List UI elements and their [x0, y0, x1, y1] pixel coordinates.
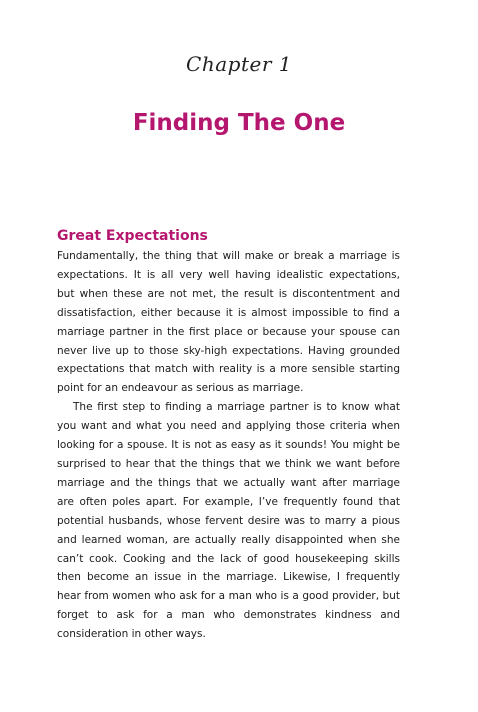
chapter-title: Finding The One — [132, 110, 346, 136]
section-great-expectations — [57, 227, 400, 644]
section-heading: Great Expectations — [57, 228, 208, 244]
chapter-label: Chapter 1 — [186, 52, 292, 76]
body-paragraph-1: Fundamentally, the thing that will make or break a marriage is expectations. It is all very well having idealistic expectations, but when these are not met, the result is discontentment and dissatisfaction, either because it is almost impossible to find a marriage partner in the first place or because your spouse can never live up to those sky-high expectations. Having grounded expectations that match with reality is a more sensible starting point for an endeavour as serious as marriage. — [57, 250, 400, 395]
body-paragraph-2: The first step to finding a marriage partner is to know what you want and what you need and applying those criteria when looking for a spouse. It is not as easy as it sounds! You might be surprised to hear that the things that we think we want before marriage and the things that we actually want after marriage are often poles apart. For example, I’ve frequently found that potential husbands, whose fervent desire was to marry a pious and learned woman, are actually really disappointed when she can’t cook. Cooking and the lack of good housekeeping skills then become an issue in the marriage. Likewise, I frequently hear from women who ask for a man who is a good provider, but forget to ask for a man who demonstrates kindness and consideration in other ways. — [57, 401, 400, 641]
